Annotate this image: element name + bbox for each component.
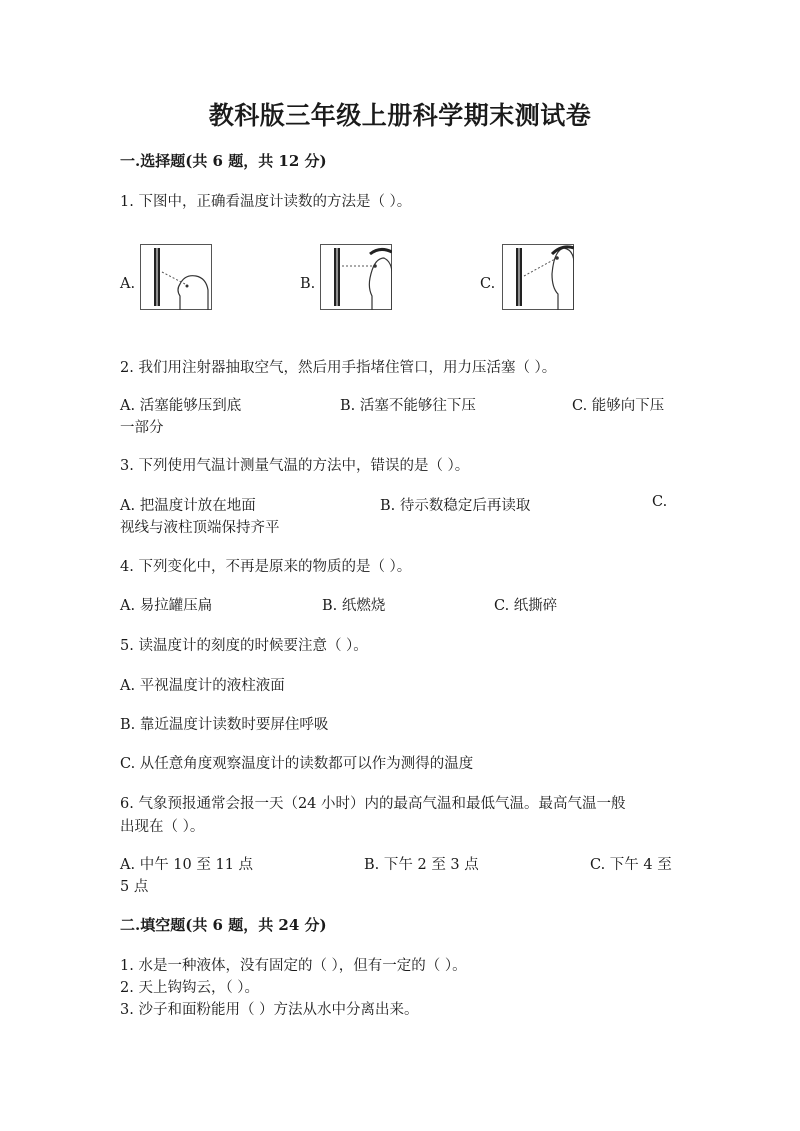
q1-option-a-label[interactable]: A. xyxy=(120,276,136,292)
q5-option-a[interactable]: A. 平视温度计的液柱液面 xyxy=(120,678,285,694)
fill-in-item: 2. 天上钩钩云，（ ）。 xyxy=(120,980,260,996)
q4-option-c[interactable]: C. 纸撕碎 xyxy=(494,598,558,614)
q4-option-a[interactable]: A. 易拉罐压扁 xyxy=(120,598,213,614)
question-3-stem: 3. 下列使用气温计测量气温的方法中，错误的是（ ）。 xyxy=(120,458,470,474)
question-4-stem: 4. 下列变化中，不再是原来的物质的是（ ）。 xyxy=(120,559,412,575)
thermometer-level-figure xyxy=(320,244,392,310)
question-6-stem-line1: 6. 气象预报通常会报一天（24 小时）内的最高气温和最低气温。最高气温一般 xyxy=(120,796,626,812)
q3-option-b[interactable]: B. 待示数稳定后再读取 xyxy=(380,498,531,514)
q4-option-b[interactable]: B. 纸燃烧 xyxy=(322,598,386,614)
thermometer-look-down-figure xyxy=(502,244,574,310)
q6-option-c-wrap: 5 点 xyxy=(120,879,149,895)
question-6-stem-line2: 出现在（ ）。 xyxy=(120,819,205,835)
q3-option-c[interactable]: C. xyxy=(652,494,668,510)
q2-option-c[interactable]: C. 能够向下压 xyxy=(572,398,665,414)
question-1-stem: 1. 下图中，正确看温度计读数的方法是（ ）。 xyxy=(120,194,412,210)
q3-option-c-wrap: 视线与液柱顶端保持齐平 xyxy=(120,520,280,536)
q6-option-a[interactable]: A. 中午 10 至 11 点 xyxy=(120,857,254,873)
q3-option-a[interactable]: A. 把温度计放在地面 xyxy=(120,498,256,514)
q2-option-c-wrap: 一部分 xyxy=(120,420,164,436)
page-title: 教科版三年级上册科学期末测试卷 xyxy=(208,101,592,130)
thermometer-look-up-figure xyxy=(140,244,212,310)
question-2-stem: 2. 我们用注射器抽取空气，然后用手指堵住管口，用力压活塞（ ）。 xyxy=(120,360,557,376)
question-5-stem: 5. 读温度计的刻度的时候要注意（ ）。 xyxy=(120,638,368,654)
q6-option-b[interactable]: B. 下午 2 至 3 点 xyxy=(364,857,479,873)
q2-option-b[interactable]: B. 活塞不能够往下压 xyxy=(340,398,476,414)
q6-option-c[interactable]: C. 下午 4 至 xyxy=(590,857,672,873)
q5-option-b[interactable]: B. 靠近温度计读数时要屏住呼吸 xyxy=(120,717,329,733)
fill-in-item: 1. 水是一种液体，没有固定的（ ），但有一定的（ ）。 xyxy=(120,958,467,974)
q1-option-b-label[interactable]: B. xyxy=(300,276,316,292)
q5-option-c[interactable]: C. 从任意角度观察温度计的读数都可以作为测得的温度 xyxy=(120,756,474,772)
q1-option-c-label[interactable]: C. xyxy=(480,276,496,292)
section-heading-fill-in: 二.填空题(共 6 题，共 24 分) xyxy=(120,916,327,934)
section-heading-choice: 一.选择题(共 6 题，共 12 分) xyxy=(120,152,327,170)
q2-option-a[interactable]: A. 活塞能够压到底 xyxy=(120,398,242,414)
fill-in-item: 3. 沙子和面粉能用（ ）方法从水中分离出来。 xyxy=(120,1002,419,1018)
